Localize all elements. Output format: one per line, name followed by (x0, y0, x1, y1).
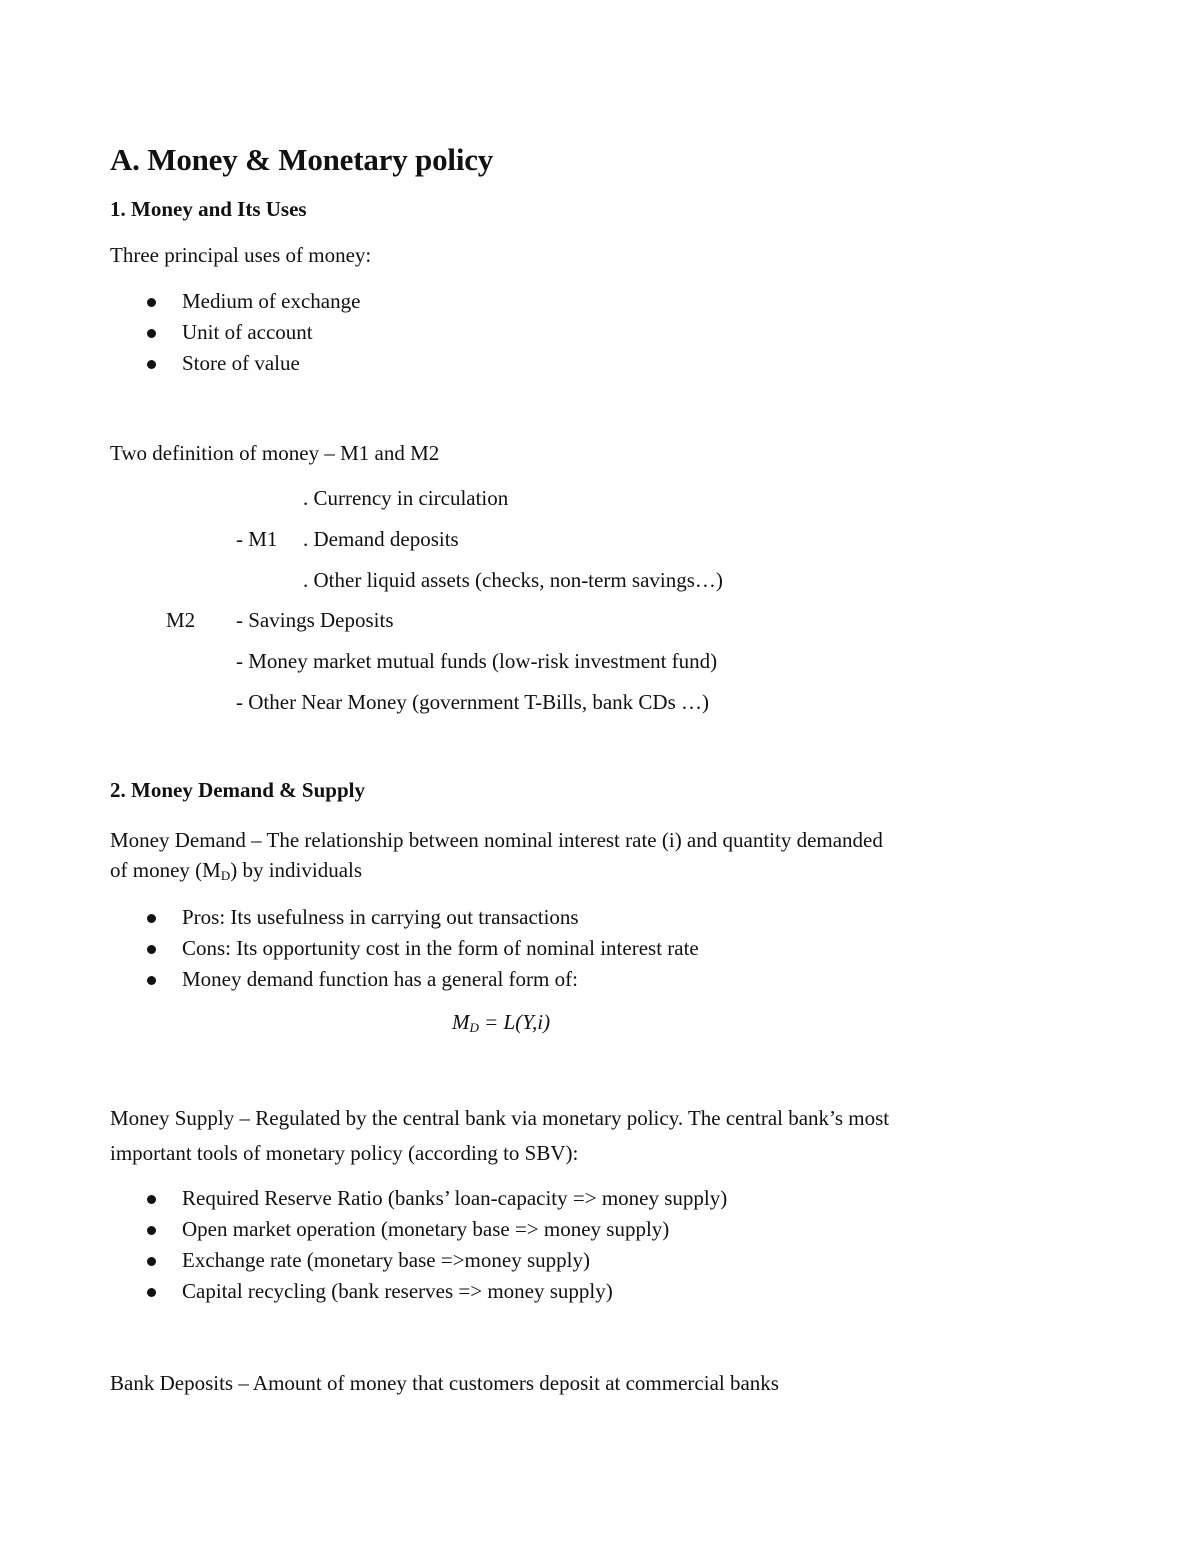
m2-item: - Money market mutual funds (low-risk investment fund) (236, 649, 718, 673)
list-item: Pros: Its usefulness in carrying out transactions (110, 902, 699, 933)
bullet-icon (147, 914, 156, 923)
list-item: Medium of exchange (110, 286, 360, 317)
m1-item: . Currency in circulation (303, 486, 509, 510)
list-item: Money demand function has a general form of: (110, 964, 699, 995)
m1-item: . Demand deposits (303, 527, 459, 551)
bullet-icon (147, 329, 156, 338)
list-item: Open market operation (monetary base => money supply) (110, 1214, 727, 1245)
bullet-icon (147, 1288, 156, 1297)
m2-item: - Savings Deposits (236, 608, 394, 632)
bullet-icon (147, 976, 156, 985)
m2-label: M2 (166, 608, 196, 632)
m1-item: . Other liquid assets (checks, non-term savings…) (303, 568, 723, 592)
bullet-icon (147, 1226, 156, 1235)
supply-tools-list (110, 1183, 727, 1307)
bullet-icon (147, 298, 156, 307)
bullet-icon (147, 945, 156, 954)
list-item: Capital recycling (bank reserves => money supply) (110, 1276, 727, 1307)
m2-item: - Other Near Money (government T-Bills, bank CDs …) (236, 690, 710, 714)
list-item: Cons: Its opportunity cost in the form of nominal interest rate (110, 933, 699, 964)
money-supply-paragraph: Money Supply – Regulated by the central bank via monetary policy. The central bank’s most important tools of monetary policy (according to SBV): (110, 1106, 890, 1165)
list-item: Unit of account (110, 317, 360, 348)
bullet-icon (147, 1257, 156, 1266)
list-item: Exchange rate (monetary base =>money supply) (110, 1245, 727, 1276)
demand-points-list (110, 902, 699, 995)
section-1-heading: 1. Money and Its Uses (110, 197, 307, 221)
list-item: Store of value (110, 348, 360, 379)
section-2-heading: 2. Money Demand & Supply (110, 778, 365, 802)
uses-intro: Three principal uses of money: (110, 243, 372, 267)
uses-list (110, 286, 360, 379)
bullet-icon (147, 1195, 156, 1204)
list-item: Required Reserve Ratio (banks’ loan-capacity => money supply) (110, 1183, 727, 1214)
money-demand-paragraph: Money Demand – The relationship between nominal interest rate (i) and quantity demanded of money $(M_D)$ by individuals (110, 828, 883, 883)
m1-label: - M1 (236, 527, 278, 551)
bank-deposits-definition: Bank Deposits – Amount of money that customers deposit at commercial banks (110, 1371, 779, 1395)
definitions-intro: Two definition of money – M1 and M2 (110, 441, 440, 465)
money-demand-formula: $M_D = L(Y,i)$ (452, 1010, 551, 1035)
section-title: A. Money & Monetary policy (110, 142, 494, 177)
bullet-icon (147, 360, 156, 369)
